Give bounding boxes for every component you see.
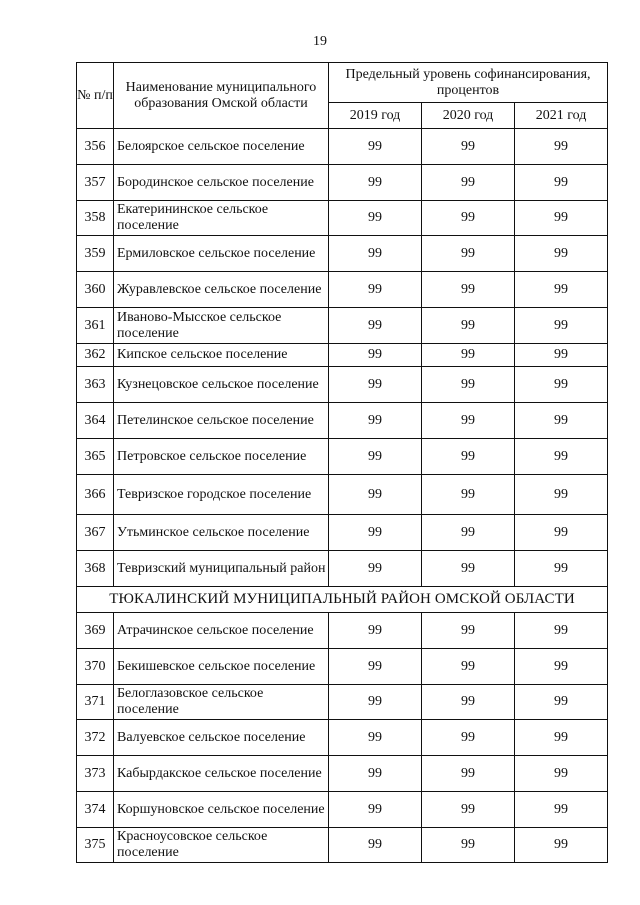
row-number: 373 [77, 756, 114, 792]
value-2020: 99 [422, 165, 515, 201]
table-row [77, 649, 608, 685]
table-row [77, 613, 608, 649]
value-2020: 99 [422, 344, 515, 367]
value-2019: 99 [329, 685, 422, 720]
table-row [77, 344, 608, 367]
value-2021: 99 [515, 201, 608, 236]
municipality-name: Ермиловское сельское поселение [114, 236, 329, 272]
cofinancing-table [76, 62, 608, 863]
value-2021: 99 [515, 439, 608, 475]
municipality-name: Коршуновское сельское поселение [114, 792, 329, 828]
table-header [77, 63, 608, 129]
value-2020: 99 [422, 828, 515, 863]
row-number: 371 [77, 685, 114, 720]
value-2021: 99 [515, 551, 608, 587]
row-number: 361 [77, 308, 114, 344]
municipality-name: Красноусовское сельское поселение [114, 828, 329, 863]
table-row [77, 439, 608, 475]
value-2021: 99 [515, 685, 608, 720]
value-2020: 99 [422, 551, 515, 587]
value-2019: 99 [329, 272, 422, 308]
value-2021: 99 [515, 756, 608, 792]
row-number: 356 [77, 129, 114, 165]
table-row [77, 792, 608, 828]
header-year-2021: 2021 год [515, 103, 608, 129]
table-body-a [77, 129, 608, 587]
table-row [77, 165, 608, 201]
municipality-name: Петелинское сельское поселение [114, 403, 329, 439]
value-2019: 99 [329, 792, 422, 828]
row-number: 358 [77, 201, 114, 236]
table-row [77, 236, 608, 272]
value-2021: 99 [515, 720, 608, 756]
value-2020: 99 [422, 272, 515, 308]
table-row [77, 756, 608, 792]
value-2021: 99 [515, 165, 608, 201]
table-body-b [77, 613, 608, 863]
table-row [77, 685, 608, 720]
header-year-2019: 2019 год [329, 103, 422, 129]
value-2019: 99 [329, 403, 422, 439]
value-2020: 99 [422, 439, 515, 475]
municipality-name: Атрачинское сельское поселение [114, 613, 329, 649]
table-row [77, 515, 608, 551]
value-2019: 99 [329, 308, 422, 344]
value-2021: 99 [515, 403, 608, 439]
value-2019: 99 [329, 515, 422, 551]
value-2020: 99 [422, 367, 515, 403]
municipality-name: Кипское сельское поселение [114, 344, 329, 367]
value-2020: 99 [422, 129, 515, 165]
municipality-name: Журавлевское сельское поселение [114, 272, 329, 308]
value-2019: 99 [329, 649, 422, 685]
municipality-name: Иваново-Мысское сельское поселение [114, 308, 329, 344]
value-2020: 99 [422, 792, 515, 828]
municipality-name: Бекишевское сельское поселение [114, 649, 329, 685]
municipality-name: Валуевское сельское поселение [114, 720, 329, 756]
row-number: 363 [77, 367, 114, 403]
table-row [77, 308, 608, 344]
municipality-name: Петровское сельское поселение [114, 439, 329, 475]
row-number: 372 [77, 720, 114, 756]
table-row [77, 551, 608, 587]
value-2019: 99 [329, 344, 422, 367]
value-2020: 99 [422, 201, 515, 236]
table-row [77, 403, 608, 439]
table-row [77, 272, 608, 308]
row-number: 374 [77, 792, 114, 828]
value-2019: 99 [329, 201, 422, 236]
row-number: 369 [77, 613, 114, 649]
value-2021: 99 [515, 344, 608, 367]
municipality-name: Белоярское сельское поселение [114, 129, 329, 165]
value-2021: 99 [515, 515, 608, 551]
value-2021: 99 [515, 129, 608, 165]
value-2021: 99 [515, 792, 608, 828]
header-num: № п/п [77, 63, 114, 129]
value-2019: 99 [329, 439, 422, 475]
row-number: 362 [77, 344, 114, 367]
table-row [77, 828, 608, 863]
header-level: Предельный уровень софинансирования, процентов [329, 63, 608, 103]
value-2019: 99 [329, 236, 422, 272]
value-2020: 99 [422, 720, 515, 756]
value-2019: 99 [329, 828, 422, 863]
value-2020: 99 [422, 613, 515, 649]
table-row [77, 367, 608, 403]
value-2021: 99 [515, 613, 608, 649]
row-number: 375 [77, 828, 114, 863]
header-year-2020: 2020 год [422, 103, 515, 129]
value-2021: 99 [515, 828, 608, 863]
value-2020: 99 [422, 685, 515, 720]
value-2019: 99 [329, 475, 422, 515]
header-name: Наименование муниципального образования Омской области [114, 63, 329, 129]
row-number: 365 [77, 439, 114, 475]
section-row-group [77, 587, 608, 613]
page-number: 19 [313, 34, 327, 49]
value-2021: 99 [515, 367, 608, 403]
row-number: 368 [77, 551, 114, 587]
municipality-name: Утьминское сельское поселение [114, 515, 329, 551]
row-number: 366 [77, 475, 114, 515]
value-2021: 99 [515, 649, 608, 685]
value-2019: 99 [329, 551, 422, 587]
municipality-name: Тевризское городское поселение [114, 475, 329, 515]
row-number: 364 [77, 403, 114, 439]
value-2019: 99 [329, 129, 422, 165]
row-number: 359 [77, 236, 114, 272]
value-2020: 99 [422, 308, 515, 344]
municipality-name: Тевризский муниципальный район [114, 551, 329, 587]
table-row [77, 720, 608, 756]
value-2021: 99 [515, 272, 608, 308]
value-2021: 99 [515, 236, 608, 272]
municipality-name: Кабырдакское сельское поселение [114, 756, 329, 792]
row-number: 360 [77, 272, 114, 308]
table-row [77, 201, 608, 236]
value-2020: 99 [422, 756, 515, 792]
row-number: 357 [77, 165, 114, 201]
row-number: 370 [77, 649, 114, 685]
section-title: ТЮКАЛИНСКИЙ МУНИЦИПАЛЬНЫЙ РАЙОН ОМСКОЙ ОБЛАСТИ [77, 587, 608, 613]
value-2020: 99 [422, 236, 515, 272]
value-2019: 99 [329, 613, 422, 649]
value-2021: 99 [515, 475, 608, 515]
value-2020: 99 [422, 403, 515, 439]
municipality-name: Белоглазовское сельское поселение [114, 685, 329, 720]
value-2019: 99 [329, 756, 422, 792]
value-2019: 99 [329, 720, 422, 756]
row-number: 367 [77, 515, 114, 551]
municipality-name: Екатерининское сельское поселение [114, 201, 329, 236]
municipality-name: Бородинское сельское поселение [114, 165, 329, 201]
value-2020: 99 [422, 475, 515, 515]
value-2019: 99 [329, 367, 422, 403]
table-row [77, 129, 608, 165]
value-2019: 99 [329, 165, 422, 201]
value-2020: 99 [422, 515, 515, 551]
value-2021: 99 [515, 308, 608, 344]
municipality-name: Кузнецовское сельское поселение [114, 367, 329, 403]
table-row [77, 475, 608, 515]
value-2020: 99 [422, 649, 515, 685]
